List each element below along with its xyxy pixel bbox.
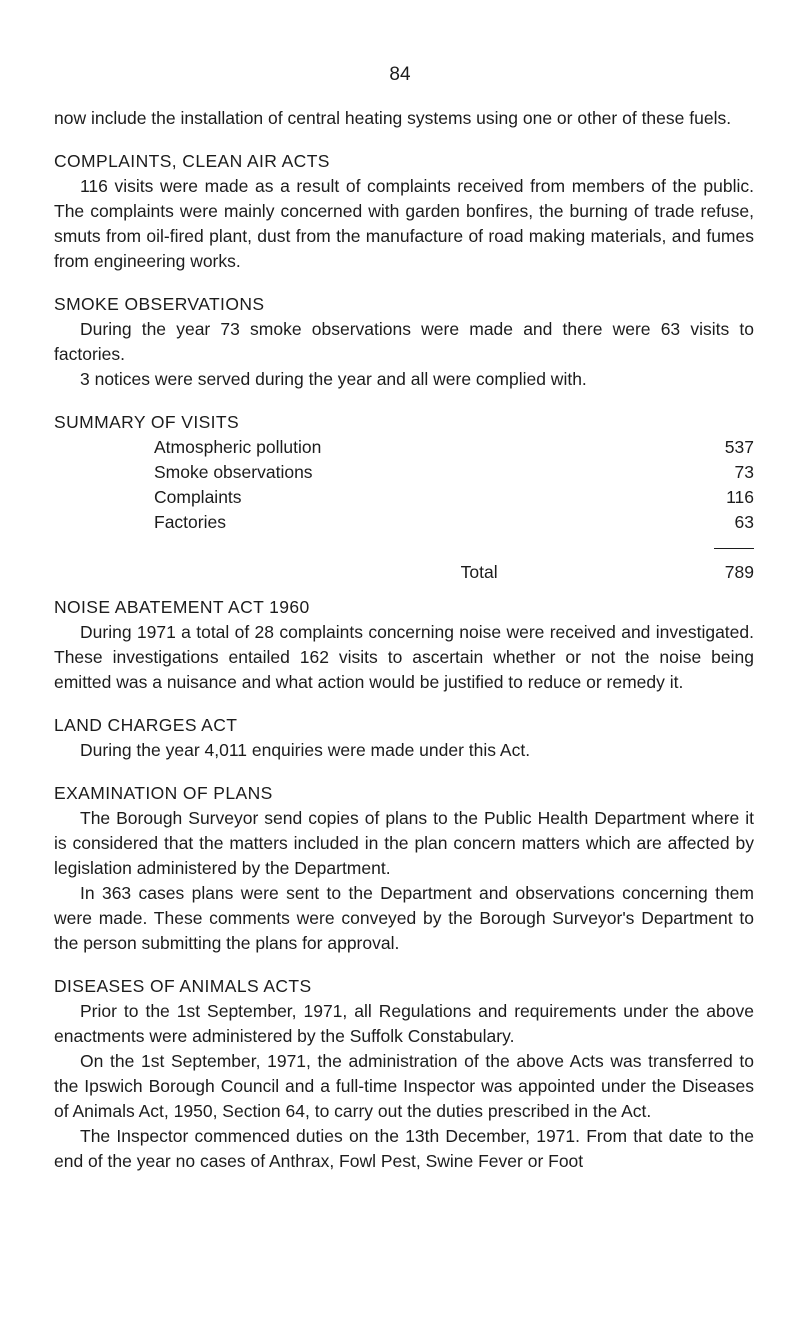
- plans-paragraph-2: In 363 cases plans were sent to the Department and observations concerning them were made. These comments were conveyed by the Borough Surveyor's Department to the person submitting the plans for approval.: [54, 883, 754, 953]
- complaints-paragraph: 116 visits were made as a result of complaints received from members of the public. The complaints were mainly concerned with garden bonfires, the burning of trade refuse, smuts from oil-fired plant, dust from the manufacture of road making materials, and fumes from engineering works.: [54, 176, 754, 271]
- land-heading: LAND CHARGES ACT: [54, 715, 238, 735]
- animals-paragraph-1: Prior to the 1st September, 1971, all Regulations and requirements under the above enactments were administered by the Suffolk Constabulary.: [54, 1001, 754, 1046]
- smoke-paragraph-1: During the year 73 smoke observations were made and there were 63 visits to factories.: [54, 319, 754, 364]
- noise-paragraph: During 1971 a total of 28 complaints concerning noise were received and investigated. These investigations entailed 162 visits to ascertain whether or not the noise being emitted was a nuisance and what action would be justified to reduce or remedy it.: [54, 622, 754, 692]
- animals-paragraph-2: On the 1st September, 1971, the administration of the above Acts was transferred to the Ipswich Borough Council and a full-time Inspector was appointed under the Diseases of Animals Act, 1950, Section 64, to carry out the duties prescribed in the Act.: [54, 1051, 754, 1121]
- summary-table: [154, 435, 754, 585]
- summary-label: Factories: [154, 512, 226, 532]
- summary-total-row: [154, 560, 754, 585]
- summary-row: [154, 435, 754, 460]
- total-value: 789: [724, 562, 754, 582]
- plans-heading: EXAMINATION OF PLANS: [54, 783, 273, 803]
- smoke-paragraph-2: 3 notices were served during the year and all were complied with.: [80, 369, 587, 389]
- summary-value: 537: [724, 437, 754, 457]
- summary-rule-row: [154, 535, 754, 560]
- summary-row: [154, 460, 754, 485]
- summary-value: 116: [726, 487, 754, 507]
- summary-row: [154, 510, 754, 535]
- summary-label: Atmospheric pollution: [154, 437, 322, 457]
- noise-heading: NOISE ABATEMENT ACT 1960: [54, 597, 310, 617]
- animals-paragraph-3: The Inspector commenced duties on the 13th December, 1971. From that date to the end of the year no cases of Anthrax, Fowl Pest, Swine Fever or Foot: [54, 1126, 754, 1171]
- summary-label: Smoke observations: [154, 462, 313, 482]
- intro-paragraph: now include the installation of central heating systems using one or other of these fuels.: [54, 108, 732, 128]
- document-body: [54, 106, 754, 1174]
- summary-heading: SUMMARY OF VISITS: [54, 412, 240, 432]
- animals-heading: DISEASES OF ANIMALS ACTS: [54, 976, 312, 996]
- land-paragraph: During the year 4,011 enquiries were made under this Act.: [80, 740, 531, 760]
- complaints-heading: COMPLAINTS, CLEAN AIR ACTS: [54, 151, 330, 171]
- summary-value: 73: [734, 462, 754, 482]
- total-label: Total: [460, 562, 498, 582]
- summary-row: [154, 485, 754, 510]
- summary-value: 63: [734, 512, 754, 532]
- page-number: 84: [389, 64, 411, 85]
- smoke-heading: SMOKE OBSERVATIONS: [54, 294, 265, 314]
- summary-label: Complaints: [154, 487, 242, 507]
- plans-paragraph-1: The Borough Surveyor send copies of plans to the Public Health Department where it is considered that the matters included in the plan concern matters which are affected by legislation administered by the Department.: [54, 808, 754, 878]
- total-rule: [714, 548, 754, 549]
